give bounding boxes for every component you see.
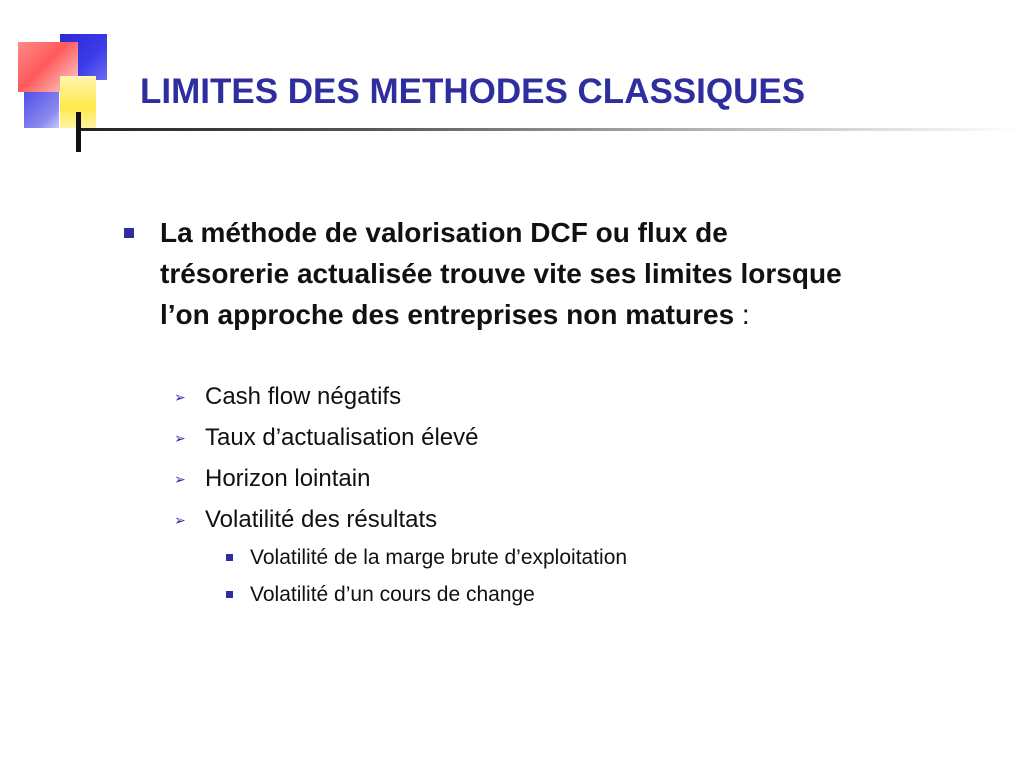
sub-sub-bullet-label: Volatilité de la marge brute d’exploitation: [250, 546, 628, 569]
sub-bullet-label: Taux d’actualisation élevé: [205, 424, 479, 451]
slide-title: LIMITES DES METHODES CLASSIQUES: [140, 72, 806, 111]
slide-logo: [0, 0, 110, 160]
main-bullet-trailing-text: :: [734, 299, 750, 330]
arrow-bullet-icon: ➢: [174, 389, 186, 405]
sub-sub-bullet-label: Volatilité d’un cours de change: [250, 583, 535, 606]
sub-sub-bullet: [223, 544, 783, 572]
title-underline: [81, 128, 1021, 131]
main-bullet: [124, 212, 864, 335]
logo-vertical-bar: [76, 112, 81, 152]
logo-blue-square-bottom: [24, 92, 59, 128]
sub-bullet-label: Volatilité des résultats: [205, 506, 438, 533]
arrow-bullet-icon: ➢: [174, 430, 186, 446]
sub-bullet: [174, 381, 774, 413]
small-square-bullet-icon: [226, 554, 233, 561]
sub-bullet: [174, 422, 774, 454]
sub-bullet-label: Cash flow négatifs: [205, 383, 402, 410]
square-bullet-icon: [124, 228, 134, 238]
sub-bullet: [174, 463, 774, 495]
arrow-bullet-icon: ➢: [174, 512, 186, 528]
small-square-bullet-icon: [226, 591, 233, 598]
sub-bullet-label: Horizon lointain: [205, 465, 371, 492]
arrow-bullet-icon: ➢: [174, 471, 186, 487]
sub-sub-bullet: [223, 581, 783, 609]
main-bullet-bold-text: La méthode de valorisation DCF ou flux de trésorerie actualisée trouve vite ses limites lorsque l’on approche des entreprises non matures: [160, 217, 842, 330]
sub-bullet: [174, 504, 774, 536]
main-bullet-text: [160, 212, 864, 335]
